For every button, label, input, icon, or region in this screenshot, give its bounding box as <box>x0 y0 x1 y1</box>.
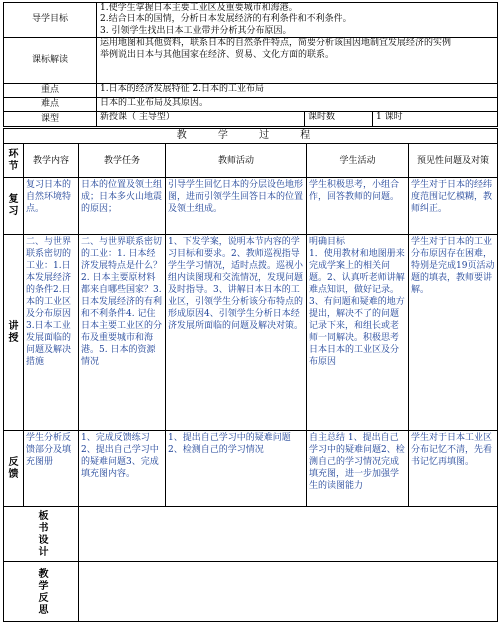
column-issue: 预见性问题及对策 <box>409 144 498 178</box>
key-label: 重点 <box>4 84 97 98</box>
type-label: 课型 <box>4 112 97 127</box>
feedback-issue: 学生对于日本工业区分布记忆不清，先看书记忆再填图。 <box>409 431 498 507</box>
standard-line: 运用地图和其他资料，联系日本的自然条件特点，简要分析该国因地制宜发展经济的实例 <box>100 38 452 49</box>
lecture-task: 二、与世界联系密切的工业：1. 日本经济发展特点是什么？2. 日本主要原材料都来自哪些国家？3. 日本发展经济的有利和不利条件4. 记住日本主要工业区的分布及重要城市和海港。5. 日本的资源情况 <box>79 235 166 431</box>
feedback-teacher: 1、提出自己学习中的疑难问题2、检测自己的学习情况 <box>166 431 307 507</box>
board-row <box>4 507 498 562</box>
reflect-label-cell <box>4 562 79 622</box>
stage-feedback: 反馈 <box>4 431 24 507</box>
reflect-label: 教学反思 <box>36 567 47 616</box>
feedback-student: 自主总结 1、提出自己学习中的疑难问题2、检测自己的学习情况完成填充图，进一步加强学生的读图能力 <box>307 431 409 507</box>
stage-lecture: 讲授 <box>4 235 24 431</box>
process-table <box>3 128 498 622</box>
goal-label: 导学目标 <box>4 3 97 38</box>
student-activity: 1．使用教材和地图册来完成学案上的相关问题。2、认真听老师讲解难点知识，做好记录。3、有问题和疑难的地方提出，解决不了的问题记录下来，和组长或老师一同解决。积极思考日本日本的工业区及分布原因 <box>309 249 405 367</box>
column-teacher: 教师活动 <box>166 144 307 178</box>
stage-review: 复习 <box>4 178 24 235</box>
board-content <box>79 507 498 562</box>
board-label-cell <box>4 507 79 562</box>
lecture-issue: 学生对于日本的工业分布原因存在困难，特别是完成19页活动题的填表，教师要讲解。 <box>409 235 498 431</box>
feedback-row <box>4 431 498 507</box>
hours-value: 1 课时 <box>373 112 498 127</box>
process-title: 教 学 过 程 <box>4 129 498 144</box>
column-stage: 环节 <box>4 144 24 178</box>
standard-line: 举例说出日本与其他国家在经济、贸易、文化方面的联系。 <box>100 49 335 60</box>
review-teacher: 引导学生回忆日本的分层设色地形图，进而引领学生回答日本的位置及领土组成。 <box>166 178 307 235</box>
standard-content <box>97 38 498 84</box>
type-value: 新授课（ 主导型） <box>97 112 305 127</box>
review-content: 复习日本的自然环境特点。 <box>24 178 79 235</box>
lecture-row <box>4 235 498 431</box>
goal-line: 1.使学生掌握日本主要工业区及重要城市和海港。 <box>100 3 298 13</box>
hours-label: 课时数 <box>305 112 373 127</box>
review-row <box>4 178 498 235</box>
lecture-teacher: 1、下发学案，说明本节内容的学习目标和要求。2、教师巡视指导学生学习情况，适时点拨。巡视小组内读图现和交流情况，发现问题及时指导。3、讲解日本日本的工业区，引领学生分析该分布特点的形成原因4、引领学生分析日本经济发展所面临的问题及解决对策。 <box>166 235 307 431</box>
goal-line: 2.结合日本的国情，分析日本发展经济的有利条件和不利条件。 <box>100 14 352 25</box>
goal-content <box>97 3 498 38</box>
standard-label: 课标解读 <box>4 38 97 84</box>
difficult-content: 日本的工业布局及其原因。 <box>97 98 498 112</box>
column-task: 教学任务 <box>79 144 166 178</box>
review-student: 学生积极思考，小组合作，回答教师的问题。 <box>307 178 409 235</box>
reflect-row <box>4 562 498 622</box>
goal-line: 3. 引领学生找出日本工业带并分析其分布原因。 <box>100 25 292 36</box>
board-label: 板书设计 <box>36 510 47 558</box>
lecture-content: 二、与世界联系密切的工业：1.日本发展经济的条件2.日本的工业区及分布原因3.日本工业发展面临的问题及解决措施 <box>24 235 79 431</box>
difficult-label: 难点 <box>4 98 97 112</box>
info-table <box>3 2 498 127</box>
review-task: 日本的位置及领土组成；日本多火山地震的原因； <box>79 178 166 235</box>
column-student: 学生活动 <box>307 144 409 178</box>
lecture-student <box>307 235 409 431</box>
feedback-content: 学生分析反馈部分及填充图册 <box>24 431 79 507</box>
student-highlight: 明确目标 <box>309 237 346 247</box>
feedback-task: 1、完成反馈练习2、提出自己学习中的疑难问题3、完成填充图内容。 <box>79 431 166 507</box>
column-content: 教学内容 <box>24 144 79 178</box>
review-issue: 学生对于日本的经纬度范围记忆模糊，教师纠正。 <box>409 178 498 235</box>
reflect-content <box>79 562 498 622</box>
key-content: 1.日本的经济发展特征 2.日本的工业布局 <box>97 84 498 98</box>
